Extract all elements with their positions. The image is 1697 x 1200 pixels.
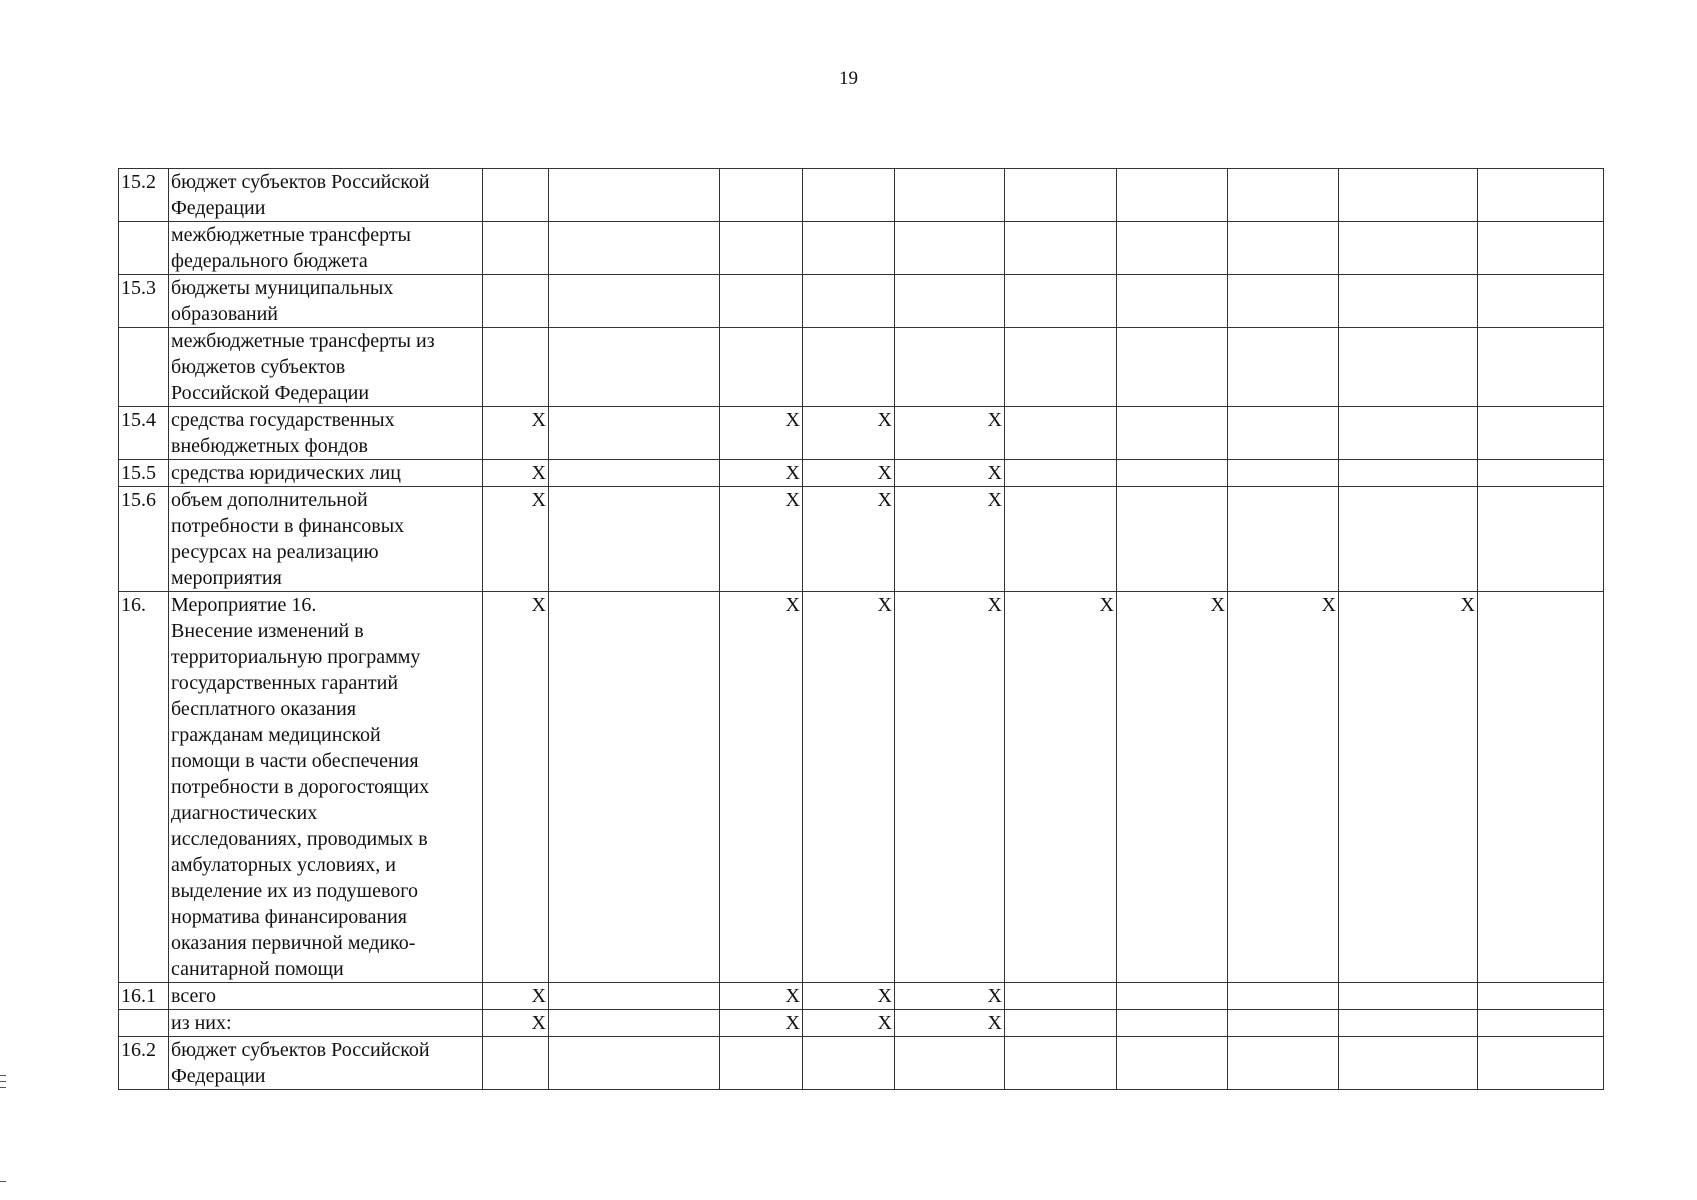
value-cell: [803, 169, 895, 222]
value-cell: X: [803, 487, 895, 592]
value-cell: [1005, 1010, 1117, 1037]
value-cell: [1478, 1010, 1604, 1037]
row-number-cell: [119, 328, 169, 407]
value-cell: [549, 222, 720, 275]
budget-table: [118, 168, 1604, 1090]
value-cell: [803, 275, 895, 328]
table-row: [119, 407, 1604, 460]
table-row: [119, 222, 1604, 275]
value-cell: [1339, 222, 1478, 275]
table-row: [119, 983, 1604, 1010]
value-cell: [720, 222, 803, 275]
value-cell: [549, 407, 720, 460]
value-cell: [1339, 460, 1478, 487]
value-cell: [1228, 407, 1339, 460]
value-cell: [1478, 407, 1604, 460]
value-cell: X: [803, 460, 895, 487]
value-cell: [1228, 487, 1339, 592]
value-cell: [1478, 460, 1604, 487]
value-cell: [1478, 487, 1604, 592]
row-description-cell: бюджет субъектов Российской Федерации: [169, 169, 483, 222]
table-row: [119, 1010, 1604, 1037]
value-cell: [1228, 460, 1339, 487]
value-cell: [1339, 983, 1478, 1010]
value-cell: X: [803, 1010, 895, 1037]
row-description-cell: бюджет субъектов Российской Федерации: [169, 1037, 483, 1090]
row-number-cell: 16.2: [119, 1037, 169, 1090]
value-cell: X: [720, 460, 803, 487]
table-row: [119, 592, 1604, 983]
value-cell: [1228, 169, 1339, 222]
row-description-cell: Мероприятие 16. Внесение изменений в территориальную программу государственных гарантий бесплатного оказания гражданам медицинской помощи в части обеспечения потребности в дорогостоящих диагностических исследованиях, проводимых в амбулаторных условиях, и выделение их из подушевого норматива финансирования оказания первичной медико- санитарной помощи: [169, 592, 483, 983]
row-number-cell: 15.6: [119, 487, 169, 592]
value-cell: [1339, 169, 1478, 222]
value-cell: [1005, 487, 1117, 592]
value-cell: [1478, 592, 1604, 983]
value-cell: X: [895, 487, 1005, 592]
value-cell: X: [720, 487, 803, 592]
row-number-cell: 16.1: [119, 983, 169, 1010]
value-cell: [1117, 407, 1228, 460]
value-cell: [549, 460, 720, 487]
margin-marks: [0, 1075, 6, 1093]
value-cell: [1478, 983, 1604, 1010]
value-cell: [895, 222, 1005, 275]
value-cell: [1228, 328, 1339, 407]
row-number-cell: [119, 222, 169, 275]
row-description-cell: всего: [169, 983, 483, 1010]
value-cell: [483, 275, 549, 328]
row-number-cell: 16.: [119, 592, 169, 983]
value-cell: X: [483, 592, 549, 983]
value-cell: X: [483, 983, 549, 1010]
row-number-cell: 15.4: [119, 407, 169, 460]
value-cell: X: [895, 460, 1005, 487]
value-cell: [1005, 1037, 1117, 1090]
value-cell: [1228, 1010, 1339, 1037]
table-row: [119, 169, 1604, 222]
value-cell: [720, 1037, 803, 1090]
value-cell: [1117, 222, 1228, 275]
value-cell: X: [1228, 592, 1339, 983]
value-cell: X: [483, 460, 549, 487]
value-cell: [1478, 169, 1604, 222]
value-cell: X: [483, 1010, 549, 1037]
row-number-cell: 15.5: [119, 460, 169, 487]
value-cell: [1117, 460, 1228, 487]
value-cell: X: [895, 407, 1005, 460]
value-cell: X: [483, 487, 549, 592]
value-cell: [549, 1037, 720, 1090]
table-row: [119, 487, 1604, 592]
value-cell: [1339, 275, 1478, 328]
value-cell: [1339, 1010, 1478, 1037]
value-cell: [720, 275, 803, 328]
value-cell: [1005, 328, 1117, 407]
value-cell: [1339, 487, 1478, 592]
value-cell: [895, 169, 1005, 222]
value-cell: X: [1005, 592, 1117, 983]
value-cell: X: [483, 407, 549, 460]
table-row: [119, 460, 1604, 487]
value-cell: [549, 1010, 720, 1037]
page-number: 19: [839, 68, 858, 89]
value-cell: [549, 328, 720, 407]
row-number-cell: 15.3: [119, 275, 169, 328]
value-cell: [549, 275, 720, 328]
value-cell: X: [895, 1010, 1005, 1037]
table-row: [119, 328, 1604, 407]
value-cell: [483, 222, 549, 275]
value-cell: [895, 275, 1005, 328]
value-cell: [720, 328, 803, 407]
value-cell: [1228, 1037, 1339, 1090]
row-number-cell: 15.2: [119, 169, 169, 222]
value-cell: [1478, 328, 1604, 407]
value-cell: [1005, 169, 1117, 222]
value-cell: X: [720, 983, 803, 1010]
value-cell: X: [720, 407, 803, 460]
value-cell: [1117, 328, 1228, 407]
value-cell: X: [1339, 592, 1478, 983]
value-cell: [483, 328, 549, 407]
value-cell: [483, 1037, 549, 1090]
value-cell: [549, 592, 720, 983]
value-cell: [803, 222, 895, 275]
value-cell: [720, 169, 803, 222]
value-cell: X: [803, 592, 895, 983]
value-cell: X: [803, 407, 895, 460]
table-row: [119, 275, 1604, 328]
value-cell: [1228, 222, 1339, 275]
value-cell: [895, 328, 1005, 407]
value-cell: [1005, 460, 1117, 487]
value-cell: X: [720, 592, 803, 983]
row-description-cell: из них:: [169, 1010, 483, 1037]
value-cell: [1478, 1037, 1604, 1090]
value-cell: [1228, 275, 1339, 328]
row-description-cell: средства юридических лиц: [169, 460, 483, 487]
table-body: [119, 169, 1604, 1090]
row-description-cell: межбюджетные трансферты федерального бюджета: [169, 222, 483, 275]
value-cell: [549, 169, 720, 222]
value-cell: X: [895, 592, 1005, 983]
value-cell: [549, 487, 720, 592]
value-cell: [1228, 983, 1339, 1010]
value-cell: X: [895, 983, 1005, 1010]
value-cell: [1339, 328, 1478, 407]
table-row: [119, 1037, 1604, 1090]
value-cell: X: [803, 983, 895, 1010]
value-cell: [1005, 983, 1117, 1010]
margin-tick: [0, 1181, 6, 1182]
value-cell: [895, 1037, 1005, 1090]
value-cell: [1117, 983, 1228, 1010]
row-description-cell: средства государственных внебюджетных фондов: [169, 407, 483, 460]
value-cell: X: [720, 1010, 803, 1037]
value-cell: [1478, 275, 1604, 328]
value-cell: [1005, 222, 1117, 275]
value-cell: [803, 328, 895, 407]
value-cell: [1339, 1037, 1478, 1090]
value-cell: [483, 169, 549, 222]
value-cell: [1339, 407, 1478, 460]
value-cell: [1117, 1037, 1228, 1090]
value-cell: [803, 1037, 895, 1090]
value-cell: [1005, 407, 1117, 460]
row-description-cell: бюджеты муниципальных образований: [169, 275, 483, 328]
value-cell: [549, 983, 720, 1010]
row-description-cell: объем дополнительной потребности в финансовых ресурсах на реализацию мероприятия: [169, 487, 483, 592]
value-cell: [1117, 487, 1228, 592]
value-cell: [1005, 275, 1117, 328]
value-cell: [1117, 275, 1228, 328]
value-cell: [1478, 222, 1604, 275]
row-number-cell: [119, 1010, 169, 1037]
value-cell: [1117, 169, 1228, 222]
value-cell: [1117, 1010, 1228, 1037]
value-cell: X: [1117, 592, 1228, 983]
row-description-cell: межбюджетные трансферты из бюджетов субъектов Российской Федерации: [169, 328, 483, 407]
